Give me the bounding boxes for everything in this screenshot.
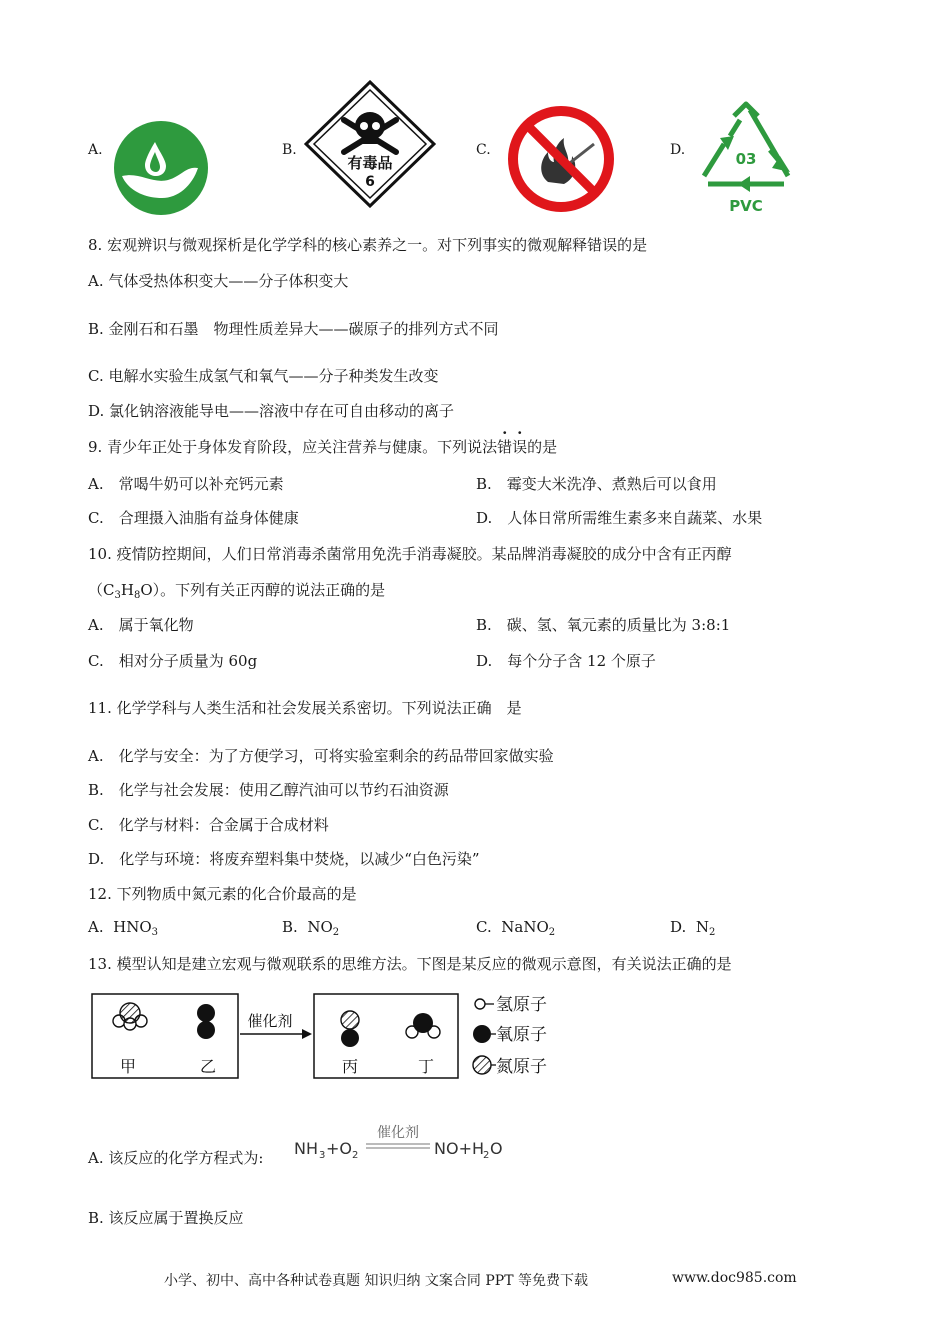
q12-d-letter: D. [670,918,687,936]
q11-option-a: A. 化学与安全：为了方便学习，可将实验室剩余的药品带回家做实验 [88,747,554,765]
q10-formula-h: H [120,581,134,599]
q12-b-formula: NO [307,918,333,936]
q12-a-letter: A. [88,918,104,936]
label-bing: 丙 [341,1057,359,1076]
q13-equation [294,1122,524,1170]
q13-option-a-label: A. 该反应的化学方程式为: [88,1149,264,1167]
q10-stem-line1: 10. 疫情防控期间，人们日常消毒杀菌常用免洗手消毒凝胶。某品牌消毒凝胶的成分中含有正丙醇 [88,545,732,563]
eq-no-h: NO+H [434,1139,484,1158]
eq-catalyst: 催化剂 [377,1125,419,1141]
q11-option-b: B. 化学与社会发展：使用乙醇汽油可以节约石油资源 [88,781,449,799]
recycle-number: 03 [735,150,757,168]
no-fire-sign [506,104,616,218]
legend-hydrogen: 氢原子 [496,995,547,1015]
q13-option-b: B. 该反应属于置换反应 [88,1209,244,1227]
reaction-diagram [88,988,578,1088]
q10-option-a: A. 属于氧化物 [88,616,194,634]
recycle-pvc-symbol [694,98,798,220]
q9-option-a: A. 常喝牛奶可以补充钙元素 [88,475,284,493]
q9-stem-end: 的是 [527,438,558,456]
q12-c-sub: 2 [548,927,556,938]
legend-oxygen: 氧原子 [496,1025,547,1045]
q7-option-d-letter: D. [670,142,686,158]
eq-nh-sub: 3 [319,1150,326,1161]
eq-nh: NH [294,1139,318,1158]
q12-a-sub: 3 [151,927,159,938]
q12-a-formula: HNO [113,918,152,936]
toxic-hazard-sign [304,80,436,212]
q11-option-d: D. 化学与环境：将废弃塑料集中焚烧，以减少“白色污染” [88,850,480,868]
q12-c-formula: NaNO [501,918,549,936]
q12-stem: 12. 下列物质中氮元素的化合价最高的是 [88,885,357,903]
q10-sub-8: 8 [133,590,141,601]
footer-text: 小学、初中、高中各种试卷真题 知识归纳 文案合同 PPT 等免费下载 [164,1273,588,1289]
q12-option-b [282,918,339,938]
eq-o: O [490,1139,503,1158]
toxic-sign-text: 有毒品 [347,154,393,172]
q12-option-a [88,918,158,938]
label-jia: 甲 [119,1057,137,1076]
label-ding: 丁 [417,1057,435,1076]
q10-option-b: B. 碳、氢、氧元素的质量比为 3:8:1 [476,616,731,634]
q12-b-letter: B. [282,918,298,936]
q9-option-c: C. 合理摄入油脂有益身体健康 [88,509,299,527]
q9-option-b: B. 霉变大米洗净、煮熟后可以食用 [476,475,717,493]
eq-plus-o: +O [326,1139,352,1158]
q9-stem-text: 9. 青少年正处于身体发育阶段，应关注营养与健康。下列说法 [88,438,498,456]
label-catalyst: 催化剂 [247,1012,293,1030]
q9-emphasis-2: 误 [512,438,528,456]
q10-sub-3: 3 [114,590,121,601]
legend-nitrogen: 氮原子 [496,1057,547,1077]
q10-stem-end: O）。下列有关正丙醇的说法正确的是 [140,581,386,599]
q8-stem: 8. 宏观辨识与微观探析是化学学科的核心素养之一。对下列事实的微观解释错误的是 [88,236,648,254]
toxic-sign-class: 6 [365,174,375,190]
q8-option-b: B. 金刚石和石墨 物理性质差异大——碳原子的排列方式不同 [88,320,499,338]
recycle-label: PVC [729,197,763,215]
q9-emphasis-1: 错 [497,438,513,456]
q12-option-c [476,918,555,938]
q8-option-c: C. 电解水实验生成氢气和氧气——分子种类发生改变 [88,367,439,385]
footer-url[interactable]: www.doc985.com [672,1270,797,1286]
q13-stem: 13. 模型认知是建立宏观与微观联系的思维方法。下图是某反应的微观示意图，有关说法正确的是 [88,955,732,973]
q9-option-d: D. 人体日常所需维生素多来自蔬菜、水果 [476,509,763,527]
q8-option-a: A. 气体受热体积变大——分子体积变大 [88,272,349,290]
q10-option-c: C. 相对分子质量为 60g [88,652,258,670]
q12-d-formula: N [695,918,709,936]
q7-option-c-letter: C. [476,142,491,158]
q8-option-d: D. 氯化钠溶液能导电——溶液中存在可自由移动的离子 [88,402,455,420]
label-yi: 乙 [199,1057,217,1076]
eq-h-sub: 2 [483,1150,490,1161]
q11-option-c: C. 化学与材料：合金属于合成材料 [88,816,329,834]
water-saving-logo [112,120,210,220]
q12-option-d [670,918,715,938]
q12-b-sub: 2 [332,927,340,938]
q7-option-a-letter: A. [88,142,103,158]
q7-option-b-letter: B. [282,142,297,158]
q10-formula-c: （C [88,581,115,599]
q11-stem: 11. 化学学科与人类生活和社会发展关系密切。下列说法正确 是 [88,699,522,717]
q12-c-letter: C. [476,918,492,936]
q10-option-d: D. 每个分子含 12 个原子 [476,652,656,670]
q10-stem-line2 [88,579,385,601]
q9-stem [88,436,557,457]
q12-d-sub: 2 [708,927,716,938]
eq-o-sub: 2 [352,1150,359,1161]
